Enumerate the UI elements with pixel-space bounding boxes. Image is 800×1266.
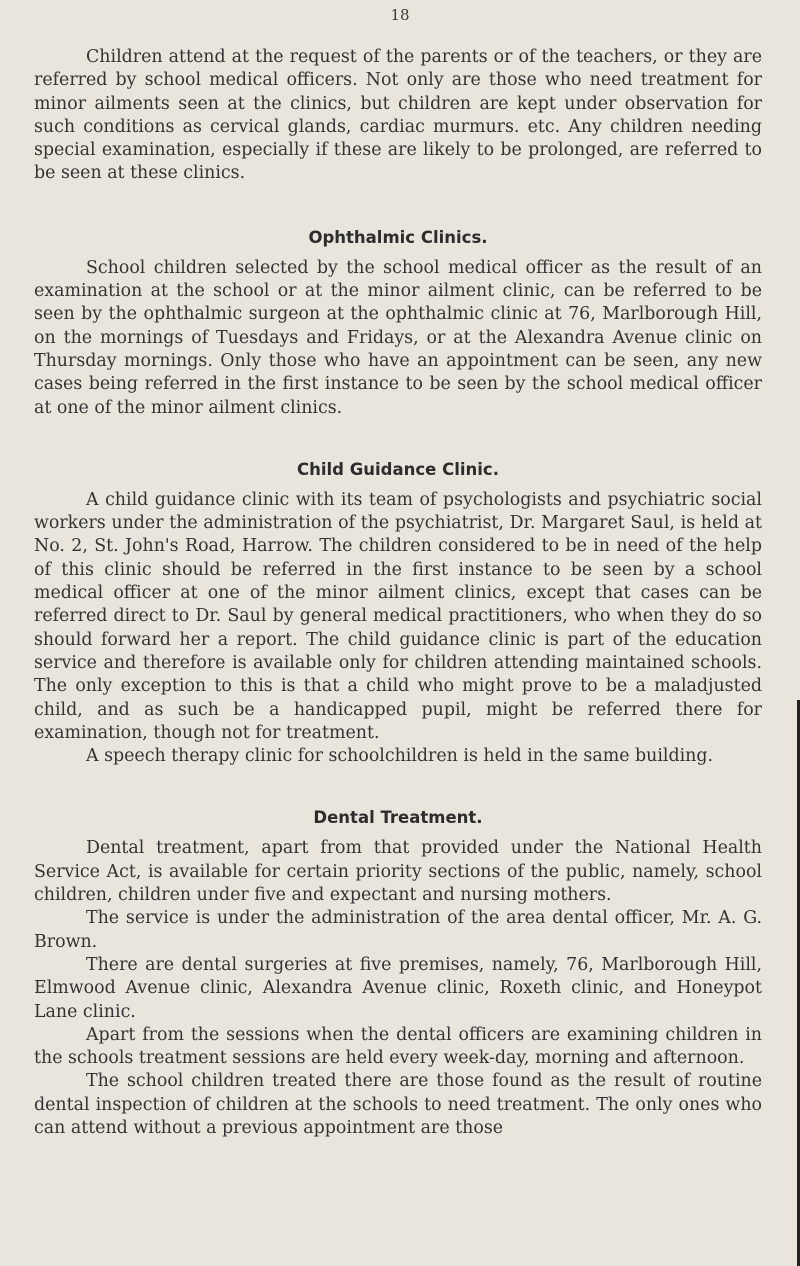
dental-paragraph-4: Apart from the sessions when the dental officers are examining children in the schools treatment sessions are held every week-day, morning and afternoon. [34, 1024, 762, 1069]
dental-heading: Dental Treatment. [313, 808, 483, 828]
child-guidance-paragraph-2: A speech therapy clinic for schoolchildren is held in the same building. [86, 746, 714, 767]
dental-paragraph-5: The school children treated there are those found as the result of routine dental inspection of children at the schools to need treatment. The only ones who can attend without a previous appointment are those [34, 1071, 762, 1138]
ophthalmic-paragraph: School children selected by the school medical officer as the result of an examination at the school or at the minor ailment clinic, can be referred to be seen by the ophthalmic surgeon at the ophthalmic clinic at 76, Marlborough Hill, on the mornings of Tuesdays and Fridays, or at the Alexandra Avenue clinic on Thursday mornings. Only those who have an appointment can be seen, any new cases being referred in the first instance to be seen by the school medical officer at one of the minor ailment clinics. [34, 257, 762, 418]
page-body [34, 46, 762, 1140]
ophthalmic-heading: Ophthalmic Clinics. [308, 227, 488, 247]
intro-paragraph: Children attend at the request of the parents or of the teachers, or they are referred by school medical officers. Not only are those who need treatment for minor ailments seen at the clinics, but children are kept under observation for such conditions as cervical glands, cardiac murmurs. etc. Any children needing special examination, especially if these are likely to be prolonged, are referred to be seen at these clinics. [34, 47, 762, 184]
page-number: 18 [390, 6, 410, 24]
child-guidance-paragraph-1: A child guidance clinic with its team of psychologists and psychiatric social workers under the administration of the psychiatrist, Dr. Margaret Saul, is held at No. 2, St. John's Road, Harrow. The children considered to be in need of the help of this clinic should be referred in the first instance to be seen by a school medical officer at one of the minor ailment clinics, except that cases can be referred direct to Dr. Saul by general medical practitioners, who when they do so should forward her a report. The child guidance clinic is part of the education service and therefore is available only for children attending maintained schools. The only exception to this is that a child who might prove to be a maladjusted child, and as such be a handicapped pupil, might be referred there for examination, though not for treatment. [34, 489, 762, 743]
dental-paragraph-2: The service is under the administration of the area dental officer, Mr. A. G. Brown. [34, 908, 762, 952]
dental-paragraph-1: Dental treatment, apart from that provided under the National Health Service Act, is available for certain priority sections of the public, namely, school children, children under five and expectant and nursing mothers. [34, 838, 762, 906]
dental-paragraph-3: There are dental surgeries at five premises, namely, 76, Marlborough Hill, Elmwood Avenue clinic, Alexandra Avenue clinic, Roxeth clinic, and Honeypot Lane clinic. [34, 954, 762, 1022]
child-guidance-heading: Child Guidance Clinic. [297, 459, 499, 479]
